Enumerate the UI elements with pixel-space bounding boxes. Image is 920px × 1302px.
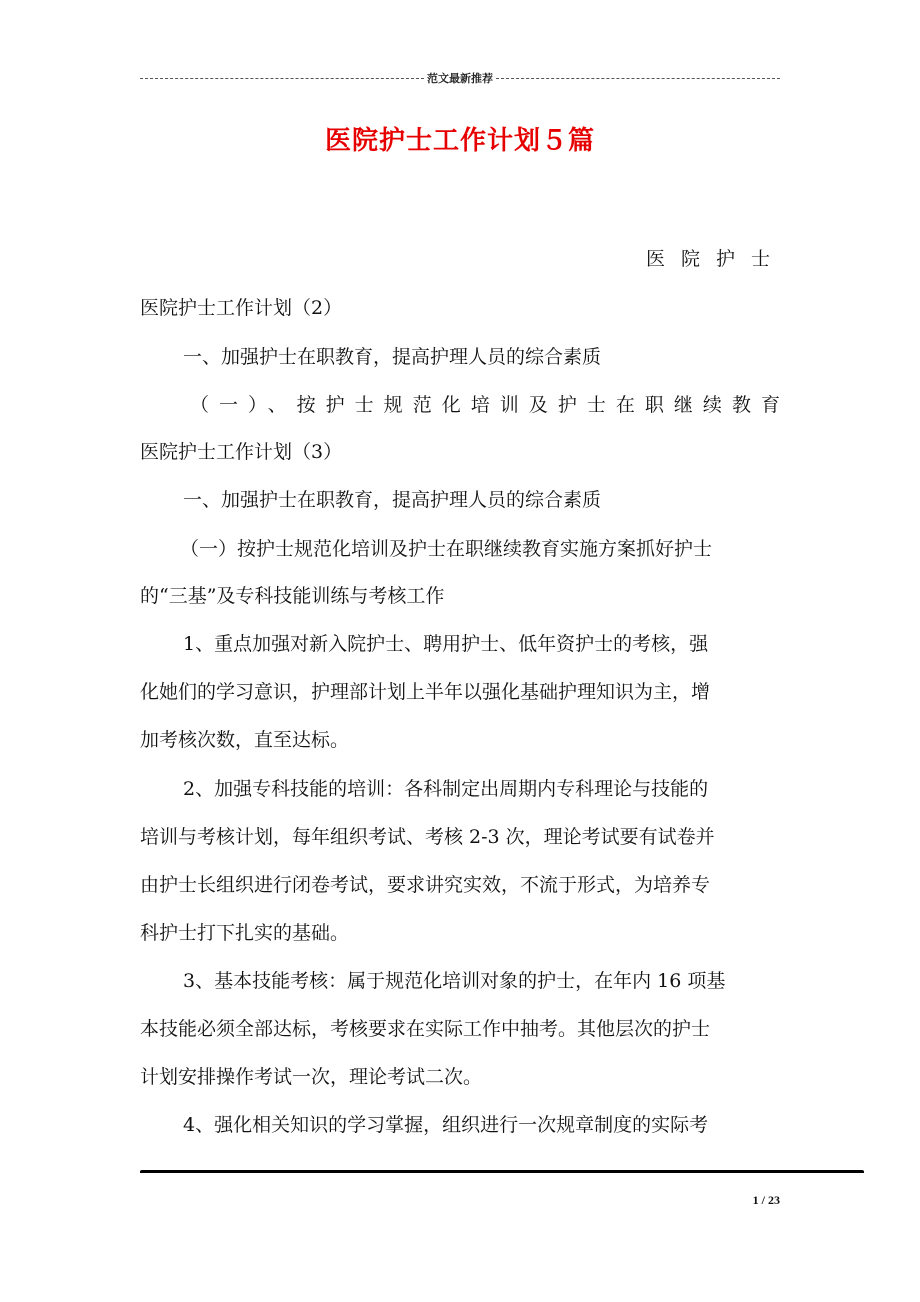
paragraph-line: 1、重点加强对新入院护士、聘用护士、低年资护士的考核，强 (183, 633, 709, 655)
signature-line: 医院护士 (646, 248, 787, 270)
paragraph-line: 计划安排操作考试一次，理论考试二次。 (140, 1066, 483, 1088)
paragraph-line: 2、加强专科技能的培训：各科制定出周期内专科理论与技能的 (183, 778, 709, 800)
plan-heading: 医院护士工作计划（3） (140, 441, 343, 463)
paragraph-line: 的“三基”及专科技能训练与考核工作 (140, 585, 445, 607)
paragraph-line: 3、基本技能考核：属于规范化培训对象的护士，在年内 16 项基 (183, 970, 726, 992)
paragraph-line: 加考核次数，直至达标。 (140, 729, 350, 751)
header-dash-right (496, 78, 780, 79)
section-heading: 一、加强护士在职教育，提高护理人员的综合素质 (183, 346, 602, 368)
paragraph-line: 化她们的学习意识，护理部计划上半年以强化基础护理知识为主，增 (140, 681, 711, 703)
paragraph-line: 由护士长组织进行闭卷考试，要求讲究实效，不流于形式，为培养专 (140, 874, 711, 896)
section-heading: 一、加强护士在职教育，提高护理人员的综合素质 (183, 489, 602, 511)
header-rule (140, 70, 780, 86)
plan-heading: 医院护士工作计划（2） (140, 297, 343, 319)
paragraph-line: 培训与考核计划，每年组织考试、考核 2-3 次，理论考试要有试卷并 (140, 826, 715, 848)
paragraph-line: 4、强化相关知识的学习掌握，组织进行一次规章制度的实际考 (183, 1114, 709, 1136)
subsection-heading: （一）、按护士规范化培训及护士在职继续教育 (190, 394, 780, 416)
footer-rule (140, 1170, 864, 1175)
paragraph-line: 科护士打下扎实的基础。 (140, 922, 350, 944)
header-label: 范文最新推荐 (427, 72, 493, 85)
page-number: 1 / 23 (752, 1193, 780, 1207)
document-title: 医院护士工作计划５篇 (324, 126, 595, 156)
paragraph-line: 本技能必须全部达标，考核要求在实际工作中抽考。其他层次的护士 (140, 1018, 711, 1040)
paragraph-line: （一）按护士规范化培训及护士在职继续教育实施方案抓好护士 (180, 538, 713, 560)
header-dash-left (140, 78, 424, 79)
